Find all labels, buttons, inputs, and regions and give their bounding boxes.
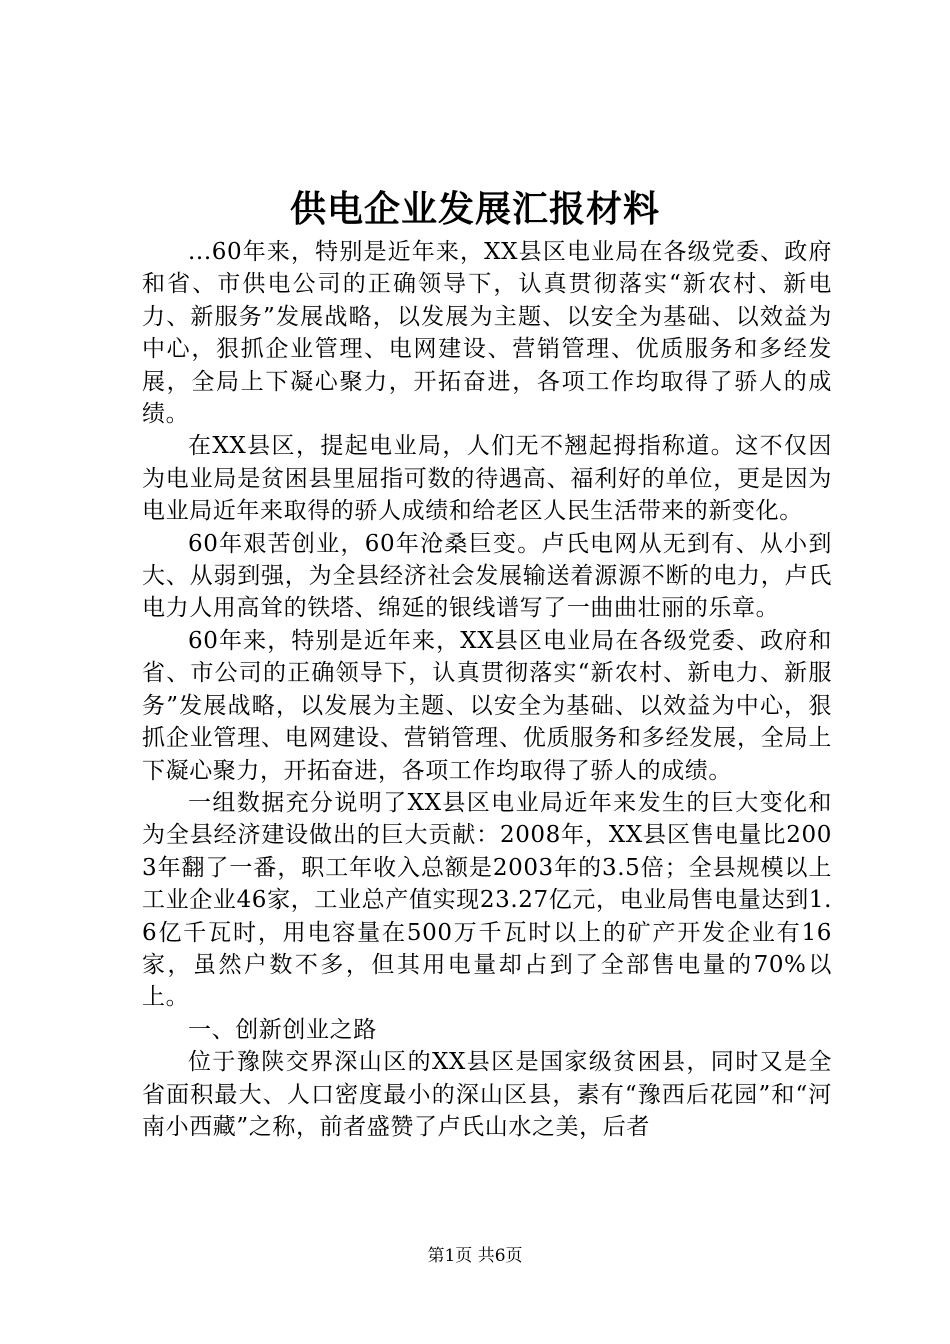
page-footer: 第1页 共6页 xyxy=(427,1246,523,1266)
paragraph-location: 位于豫陕交界深山区的XX县区是国家级贫困县，同时又是全省面积最大、人口密度最小的深山区县，素有“豫西后花园”和“河南小西藏”之称，前者盛赞了卢氏山水之美，后者 xyxy=(142,1049,832,1140)
paragraph-intro: ...60年来，特别是近年来，XX县区电业局在各级党委、政府和省、市供电公司的正确领导下，认真贯彻落实“新农村、新电力、新服务”发展战略，以发展为主题、以安全为基础、以效益为中心，狠抓企业管理、电网建设、营销管理、优质服务和多经发展，全局上下凝心聚力，开拓奋进，各项工作均取得了骄人的成绩。 xyxy=(142,239,832,428)
paragraph-achievements: 60年来，特别是近年来，XX县区电业局在各级党委、政府和省、市公司的正确领导下，认真贯彻落实“新农村、新电力、新服务”发展战略，以发展为主题、以安全为基础、以效益为中心，狠抓企业管理、电网建设、营销管理、优质服务和多经发展，全局上下凝心聚力，开拓奋进，各项工作均取得了骄人的成绩。 xyxy=(142,627,832,784)
document-body xyxy=(142,236,832,1143)
paragraph-statistics: 一组数据充分说明了XX县区电业局近年来发生的巨大变化和为全县经济建设做出的巨大贡献：2008年，XX县区售电量比2003年翻了一番，职工年收入总额是2003年的3.5倍；全县规模以上工业企业46家，工业总产值实现23.27亿元，电业局售电量达到1.6亿千瓦时，用电容量在500万千瓦时以上的矿产开发企业有16家，虽然户数不多，但其用电量却占到了全部售电量的70%以上。 xyxy=(142,789,832,1011)
paragraph-sixty-years: 60年艰苦创业，60年沧桑巨变。卢氏电网从无到有、从小到大、从弱到强，为全县经济社会发展输送着源源不断的电力，卢氏电力人用高耸的铁塔、绵延的银线谱写了一曲曲壮丽的乐章。 xyxy=(142,530,832,622)
document-title: 供电企业发展汇报材料 xyxy=(289,188,660,230)
paragraph-reputation: 在XX县区，提起电业局，人们无不翘起拇指称道。这不仅因为电业局是贫困县里屈指可数的待遇高、福利好的单位，更是因为电业局近年来取得的骄人成绩和给老区人民生活带来的新变化。 xyxy=(142,433,832,525)
section-heading: 一、创新创业之路 xyxy=(188,1016,377,1043)
